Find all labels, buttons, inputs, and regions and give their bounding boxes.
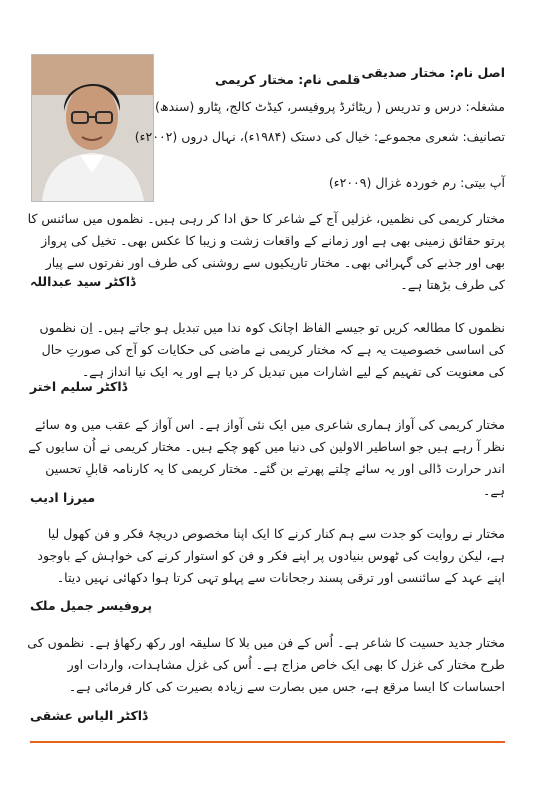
works: تصانیف: شعری مجموعے: خیال کی دستک (۱۹۸۴ء)، نہال دروں (۲۰۰۲ء): [134, 129, 505, 144]
review-text: مختار کریمی کی آواز ہماری شاعری میں ایک نئی آواز ہے۔ اس آواز کے عقب میں وہ سائے نظر آ رہے ہیں جو اساطیر الاولین کی دنیا میں کھو چکے ہیں۔ مختار کریمی نے اُن سایوں کے اندر حرارت ڈالی اور یہ سائے چلتے پھرتے بن گئے۔ مختار کریمی کا یہ کارنامہ قابلِ تحسین ہے۔: [28, 417, 505, 498]
review-text: مختار جدید حسیت کا شاعر ہے۔ اُس کے فن میں بلا کا سلیقہ اور رکھ رکھاؤ ہے۔ نظموں کی طرح مختار کی غزل کا بھی ایک خاص مزاج ہے۔ اُس کی غزل مشاہدات، واردات اور احساسات کا ایسا مرقع ہے، جس میں بصارت سے زیادہ بصیرت کی کار فرمائی ہے۔: [27, 635, 505, 694]
divider-rule: [30, 741, 505, 743]
real-name: اصل نام: مختار صدیقی: [361, 65, 505, 80]
review-text: نظموں کا مطالعہ کریں تو جیسے الفاظ اچانک کوہ ندا میں تبدیل ہو جاتے ہیں۔ اِن نظموں کی اساسی خصوصیت یہ ہے کہ مختار کریمی نے ماضی کی حکایات کو آج کی صورتِ حال کی معنویت کی تفہیم کے لیے اشارات میں تبدیل کر دیا ہے اور یہ ایک نیا انداز ہے۔: [39, 320, 505, 379]
review-author: میرزا ادیب: [30, 490, 96, 505]
review-author: ڈاکٹر سلیم اختر: [30, 379, 128, 394]
review-text: مختار نے روایت کو جدت سے ہم کنار کرنے کا ایک اپنا مخصوص دریچۂ فکر و فن کھول لیا ہے، لیکن روایت کی ٹھوس بنیادوں پر اپنے فکر و فن کو استوار کرنے کی خواہش کے باوجود اپنے عہد کے سائنسی اور ترقی پسند رجحانات سے پہلو تہی کرتا ہوا دکھائی نہیں دیتا۔: [37, 526, 505, 585]
review-text: مختار کریمی کی نظمیں، غزلیں آج کے شاعر کا حق ادا کر رہی ہیں۔ نظموں میں سائنس کا پرتو حقائق زمینی بھی ہے اور زمانے کے واقعات زشت و زیبا کا عکس بھی۔ تخیل کی پرواز بھی اور جذبے کی گہرائی بھی۔ مختار تاریکیوں سے روشنی کی طرف اور نفرتوں سے پیار کی طرف بڑھتا ہے۔: [27, 211, 505, 292]
review-author: ڈاکٹر الیاس عشقی: [30, 708, 148, 723]
pen-name: قلمی نام: مختار کریمی: [215, 72, 361, 87]
autobiography: آپ بیتی: رم خوردہ غزال (۲۰۰۹ء): [328, 175, 505, 190]
occupation: مشغلہ: درس و تدریس ( ریٹائرڈ پروفیسر، کیڈٹ کالج، پٹارو (سندھ): [155, 99, 505, 114]
review-author: پروفیسر جمیل ملک: [30, 598, 153, 613]
review-author: ڈاکٹر سید عبداللہ: [30, 274, 136, 289]
